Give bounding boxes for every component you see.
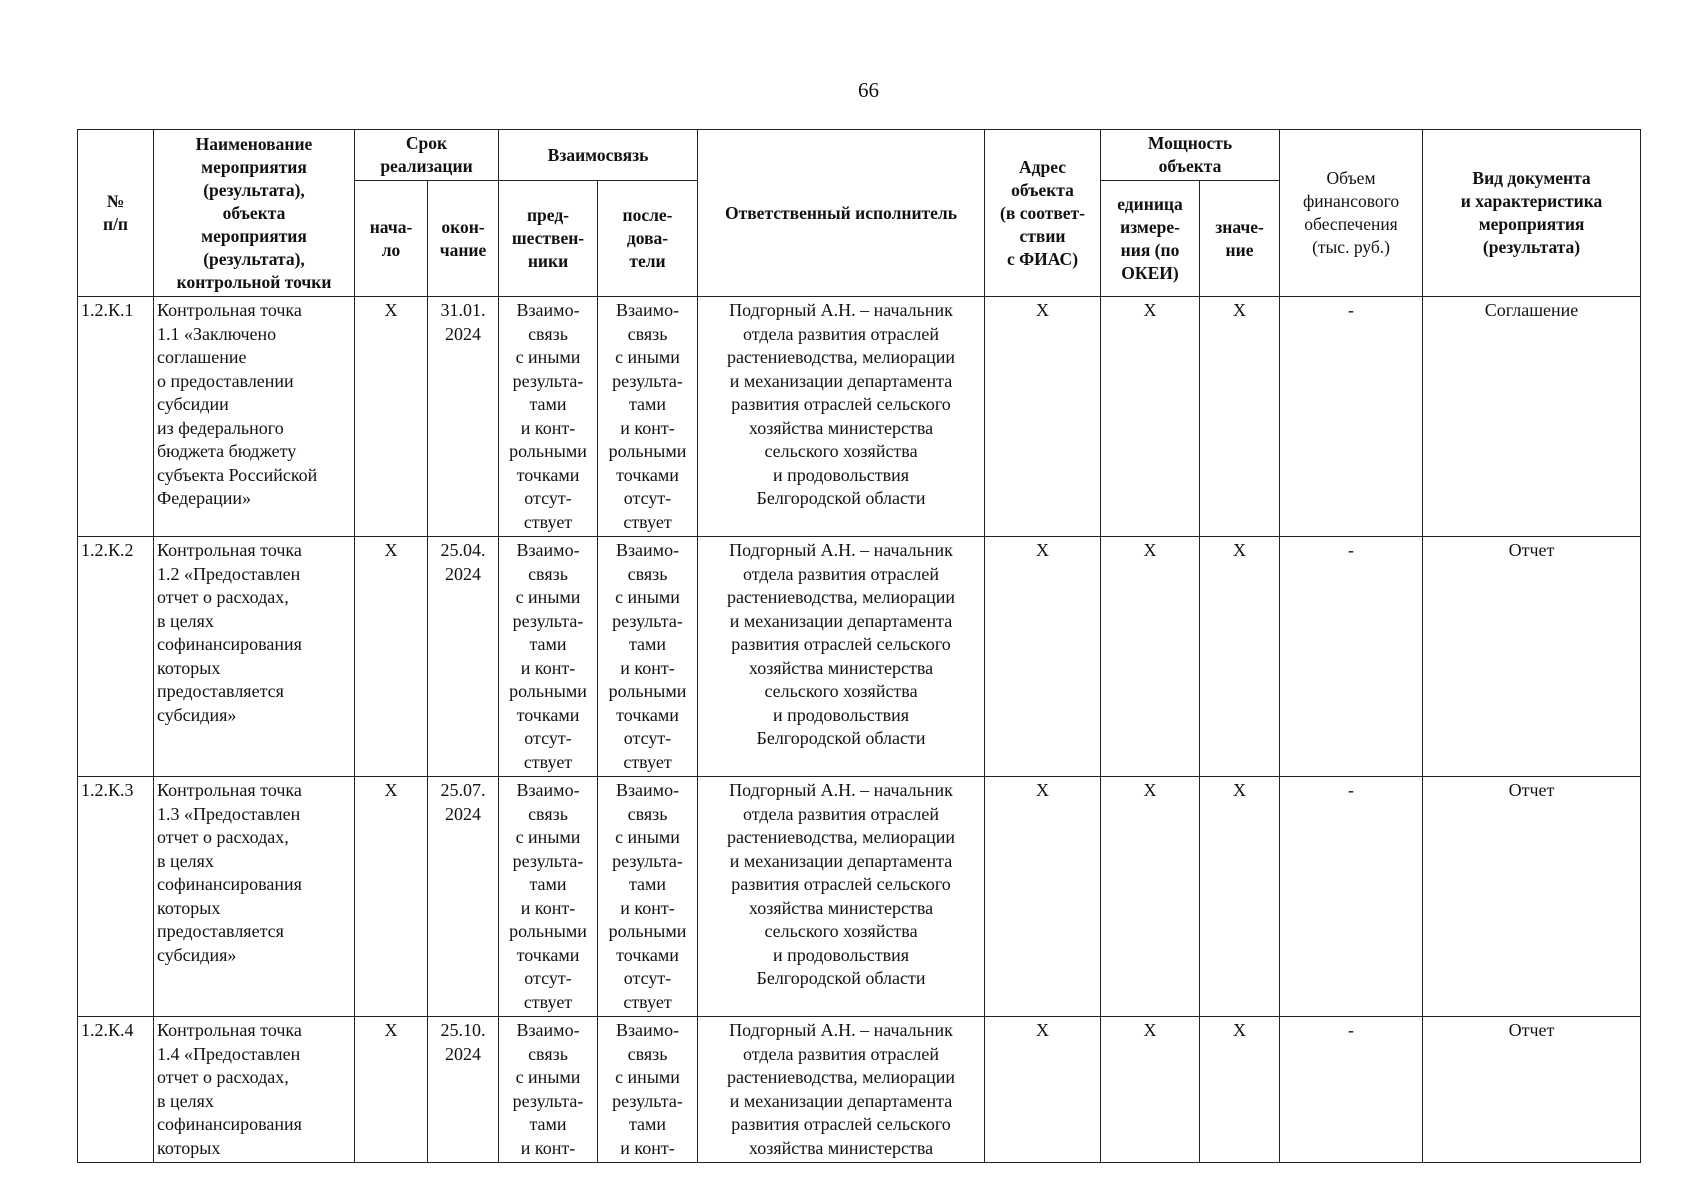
header-start: нача- ло — [355, 181, 428, 297]
header-successors: после- дова- тели — [598, 181, 698, 297]
row-address: Х — [985, 297, 1101, 537]
row-executor: Подгорный А.Н. – начальник отдела развития отраслей растениеводства, мелиорации и механизации департамента развития отраслей сельского хозяйства министерства сельского хозяйства и продовольствия Белгородской области — [698, 297, 985, 537]
row-start: Х — [355, 297, 428, 537]
header-capacity: Мощность объекта — [1101, 130, 1280, 181]
header-name: Наименование мероприятия (результата), объекта мероприятия (результата), контрольной точки — [154, 130, 355, 297]
row-start: Х — [355, 777, 428, 1017]
row-predecessors: Взаимо- связь с иными результа- тами и конт- рольными точками отсут- ствует — [499, 777, 598, 1017]
row-end: 31.01. 2024 — [428, 297, 499, 537]
row-doc-type: Соглашение — [1423, 297, 1641, 537]
row-unit: Х — [1101, 777, 1200, 1017]
row-address: Х — [985, 1017, 1101, 1163]
plan-table — [77, 129, 1641, 1163]
row-num: 1.2.К.2 — [78, 537, 154, 777]
table-row — [78, 297, 1641, 537]
row-executor: Подгорный А.Н. – начальник отдела развития отраслей растениеводства, мелиорации и механизации департамента развития отраслей сельского хозяйства министерства сельского хозяйства и продовольствия Белгородской области — [698, 537, 985, 777]
header-value: значе- ние — [1200, 181, 1280, 297]
row-address: Х — [985, 537, 1101, 777]
row-doc-type: Отчет — [1423, 1017, 1641, 1163]
row-start: Х — [355, 537, 428, 777]
row-predecessors: Взаимо- связь с иными результа- тами и конт- — [499, 1017, 598, 1163]
row-finance: - — [1280, 297, 1423, 537]
row-num: 1.2.К.3 — [78, 777, 154, 1017]
header-executor: Ответственный исполнитель — [698, 130, 985, 297]
header-doc: Вид документа и характеристика мероприятия (результата) — [1423, 130, 1641, 297]
row-name: Контрольная точка 1.2 «Предоставлен отчет о расходах, в целях софинансирования которых предоставляется субсидия» — [154, 537, 355, 777]
header-num: № п/п — [78, 130, 154, 297]
row-end: 25.07. 2024 — [428, 777, 499, 1017]
row-successors: Взаимо- связь с иными результа- тами и конт- рольными точками отсут- ствует — [598, 777, 698, 1017]
row-predecessors: Взаимо- связь с иными результа- тами и конт- рольными точками отсут- ствует — [499, 297, 598, 537]
row-name: Контрольная точка 1.1 «Заключено соглашение о предоставлении субсидии из федерального бюджета бюджету субъекта Российской Федерации» — [154, 297, 355, 537]
row-unit: Х — [1101, 297, 1200, 537]
row-name: Контрольная точка 1.4 «Предоставлен отчет о расходах, в целях софинансирования которых — [154, 1017, 355, 1163]
table-row — [78, 537, 1641, 777]
row-end: 25.04. 2024 — [428, 537, 499, 777]
row-successors: Взаимо- связь с иными результа- тами и конт- рольными точками отсут- ствует — [598, 537, 698, 777]
row-start: Х — [355, 1017, 428, 1163]
table-row — [78, 1017, 1641, 1163]
row-finance: - — [1280, 1017, 1423, 1163]
header-finance: Объем финансового обеспечения (тыс. руб.) — [1280, 130, 1423, 297]
row-finance: - — [1280, 777, 1423, 1017]
row-num: 1.2.К.4 — [78, 1017, 154, 1163]
row-unit: Х — [1101, 1017, 1200, 1163]
row-successors: Взаимо- связь с иными результа- тами и конт- — [598, 1017, 698, 1163]
row-address: Х — [985, 777, 1101, 1017]
row-predecessors: Взаимо- связь с иными результа- тами и конт- рольными точками отсут- ствует — [499, 537, 598, 777]
row-doc-type: Отчет — [1423, 537, 1641, 777]
header-address: Адрес объекта (в соответ- ствии с ФИАС) — [985, 130, 1101, 297]
header-unit: единица измере- ния (по ОКЕИ) — [1101, 181, 1200, 297]
header-predecessors: пред- шествен- ники — [499, 181, 598, 297]
row-name: Контрольная точка 1.3 «Предоставлен отчет о расходах, в целях софинансирования которых предоставляется субсидия» — [154, 777, 355, 1017]
row-value: Х — [1200, 1017, 1280, 1163]
row-end: 25.10. 2024 — [428, 1017, 499, 1163]
header-period: Срок реализации — [355, 130, 499, 181]
page-number: 66 — [858, 78, 879, 102]
row-executor: Подгорный А.Н. – начальник отдела развития отраслей растениеводства, мелиорации и механизации департамента развития отраслей сельского хозяйства министерства — [698, 1017, 985, 1163]
header-end: окон- чание — [428, 181, 499, 297]
table-row — [78, 777, 1641, 1017]
row-value: Х — [1200, 297, 1280, 537]
header-link: Взаимосвязь — [499, 130, 698, 181]
row-num: 1.2.К.1 — [78, 297, 154, 537]
row-successors: Взаимо- связь с иными результа- тами и конт- рольными точками отсут- ствует — [598, 297, 698, 537]
row-executor: Подгорный А.Н. – начальник отдела развития отраслей растениеводства, мелиорации и механизации департамента развития отраслей сельского хозяйства министерства сельского хозяйства и продовольствия Белгородской области — [698, 777, 985, 1017]
row-value: Х — [1200, 777, 1280, 1017]
row-unit: Х — [1101, 537, 1200, 777]
row-finance: - — [1280, 537, 1423, 777]
row-doc-type: Отчет — [1423, 777, 1641, 1017]
row-value: Х — [1200, 537, 1280, 777]
